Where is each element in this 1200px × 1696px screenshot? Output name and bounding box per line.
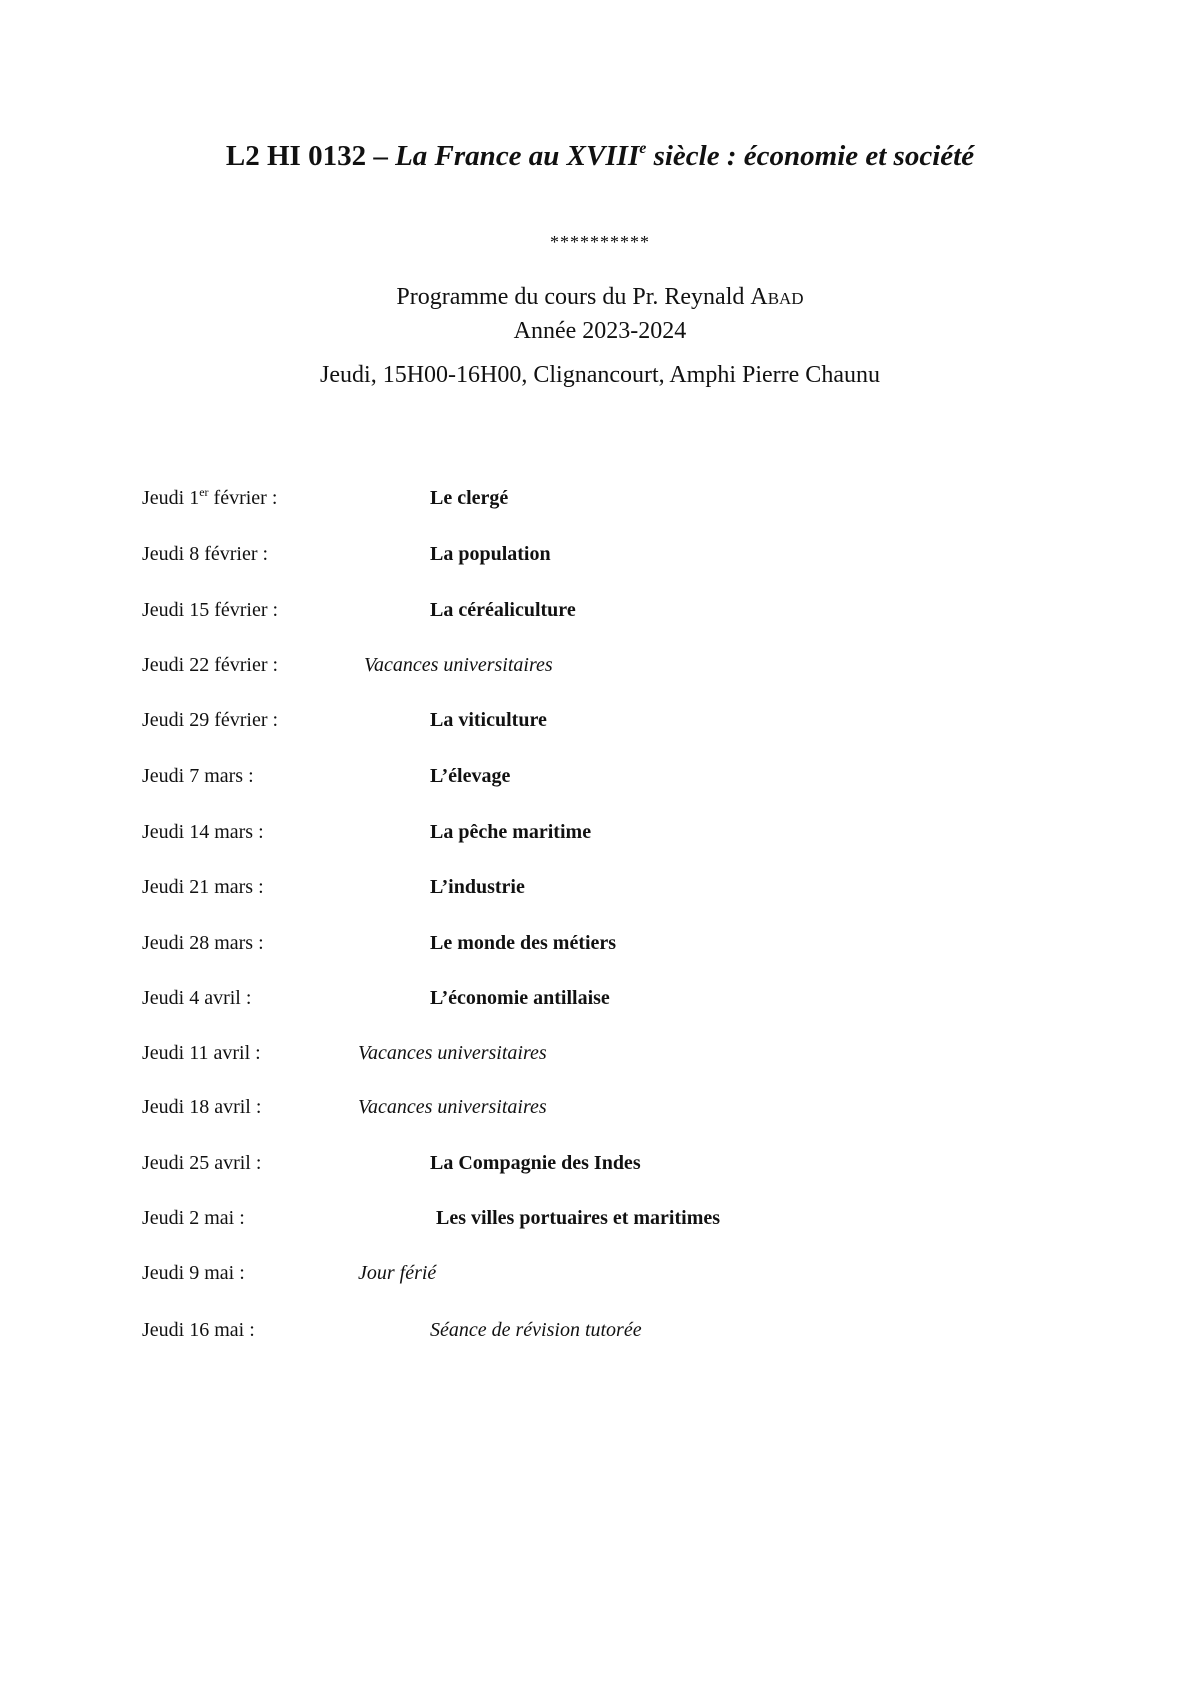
separator-stars: ********** [550,232,650,252]
schedule-date: Jeudi 8 février : [142,543,269,565]
schedule-topic: L’économie antillaise [430,987,610,1009]
schedule-date: Jeudi 21 mars : [142,876,264,898]
schedule-topic: Les villes portuaires et maritimes [436,1207,721,1229]
schedule-topic: La population [430,543,551,565]
schedule-row [0,872,1200,902]
schedule-row [0,928,1200,958]
schedule-topic: L’élevage [430,765,511,787]
schedule-topic: Le clergé [430,487,509,509]
schedule-row [0,595,1200,625]
schedule-row [0,1203,1200,1233]
schedule-date: Jeudi 18 avril : [142,1096,262,1118]
class-schedule-line: Jeudi, 15H00-16H00, Clignancourt, Amphi Pierre Chaunu [320,362,880,388]
schedule-date: Jeudi 4 avril : [142,987,252,1009]
course-code: L2 HI 0132 [225,140,367,172]
schedule-topic: La céréaliculture [430,599,576,621]
schedule-row [0,539,1200,569]
title-dash: – [366,140,396,172]
schedule-row [0,1092,1200,1122]
schedule-date: Jeudi 9 mai : [142,1262,245,1284]
schedule-row [0,1038,1200,1068]
schedule-row [0,650,1200,680]
schedule-row [0,483,1200,513]
academic-year: Année 2023-2024 [513,318,687,344]
schedule-row [0,1258,1200,1288]
schedule-topic: La viticulture [430,709,547,731]
professor-surname: Abad [750,284,804,310]
schedule-row [0,705,1200,735]
schedule-date: Jeudi 1er février : [142,485,278,509]
schedule-row [0,983,1200,1013]
schedule-row [0,1148,1200,1178]
schedule-topic: La Compagnie des Indes [430,1152,641,1174]
schedule-topic: La pêche maritime [430,821,592,843]
schedule-date: Jeudi 16 mai : [142,1319,255,1341]
course-title [0,140,1200,173]
schedule-date: Jeudi 15 février : [142,599,279,621]
schedule-date: Jeudi 11 avril : [142,1042,261,1064]
schedule-row [0,817,1200,847]
schedule-topic: Séance de révision tutorée [430,1319,642,1341]
schedule-date: Jeudi 14 mars : [142,821,264,843]
schedule-topic: L’industrie [430,876,525,898]
schedule-date: Jeudi 25 avril : [142,1152,262,1174]
programme-line: Programme du cours du Pr. Reynald Abad [396,284,804,310]
schedule-row [0,1315,1200,1345]
schedule-topic: Jour férié [358,1262,437,1284]
schedule-date: Jeudi 22 février : [142,654,279,676]
course-title-italic: La France au XVIIIe siècle : économie et société [395,140,975,172]
ordinal-superscript: er [199,485,209,499]
schedule-row [0,761,1200,791]
schedule-topic: Vacances universitaires [358,1096,547,1118]
schedule-topic: Vacances universitaires [364,654,553,676]
schedule-date: Jeudi 29 février : [142,709,279,731]
schedule-date: Jeudi 28 mars : [142,932,264,954]
century-superscript: e [639,140,647,157]
schedule-date: Jeudi 7 mars : [142,765,254,787]
schedule-topic: Vacances universitaires [358,1042,547,1064]
schedule-date: Jeudi 2 mai : [142,1207,245,1229]
schedule-topic: Le monde des métiers [430,932,617,954]
